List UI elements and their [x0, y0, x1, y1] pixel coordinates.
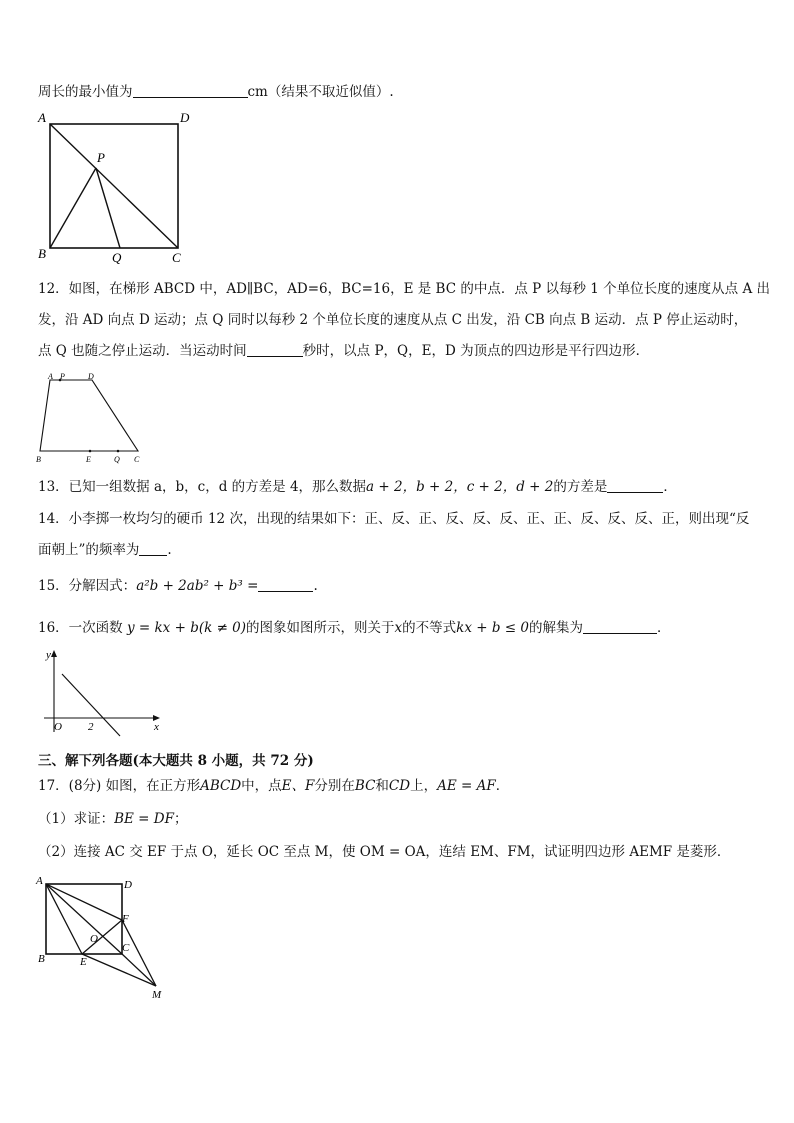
label-D: D	[88, 372, 94, 381]
q17-line-1: 17．(8分) 如图，在正方形ABCD中，点E、F分别在BC和CD上，AE = AF．	[38, 778, 510, 794]
q11-square-figure	[34, 112, 194, 267]
axis-label-x: x	[154, 721, 159, 733]
q17-part-2: （2）连接 AC 交 EF 于点 O，延长 OC 至点 M，使 OM = OA，连结 EM、FM，试证明四边形 AEMF 是菱形．	[38, 844, 731, 860]
axis-label-y: y	[46, 649, 51, 661]
label-B: B	[36, 455, 41, 464]
label-M: M	[152, 989, 162, 1001]
q15-line: 15．分解因式：a²b + 2ab² + b³ = .	[38, 578, 318, 594]
label-D: D	[180, 110, 190, 125]
label-B: B	[38, 953, 45, 965]
q14-line-1: 14．小李掷一枚均匀的硬币 12 次，出现的结果如下：正、反、正、反、反、反、正、正、反、反、反、正，则出现“反	[38, 511, 750, 527]
q12-trapezoid-figure	[34, 372, 149, 464]
q16-graph-figure	[40, 648, 168, 740]
label-A: A	[48, 372, 53, 381]
answer-blank	[133, 83, 248, 98]
label-D: D	[124, 879, 132, 891]
section-title: 三、解下列各题(本大题共 8 小题，共 72 分)	[38, 753, 314, 769]
q12-line-1: 12．如图，在梯形 ABCD 中，AD∥BC，AD=6，BC=16，E 是 BC 的中点．点 P 以每秒 1 个单位长度的速度从点 A 出	[38, 281, 771, 297]
q16-line: 16．一次函数 y = kx + b(k ≠ 0)的图象如图所示，则关于x的不等式kx + b ≤ 0的解集为 ．	[38, 620, 671, 636]
answer-blank	[583, 619, 657, 634]
label-A: A	[38, 110, 46, 125]
x-intercept-label: 2	[88, 721, 94, 733]
label-O: O	[90, 933, 98, 945]
label-C: C	[172, 250, 181, 265]
label-B: B	[38, 246, 46, 261]
origin-label: O	[54, 721, 62, 733]
label-A: A	[36, 875, 43, 887]
label-E: E	[86, 455, 91, 464]
label-Q: Q	[114, 455, 120, 464]
q11-answer-line: 周长的最小值为 cm（结果不取近似值）.	[38, 84, 394, 100]
label-E: E	[80, 956, 87, 968]
label-C: C	[122, 942, 130, 954]
answer-blank	[247, 342, 303, 357]
label-Q: Q	[112, 250, 122, 265]
q17-part-1: （1）求证：BE = DF；	[38, 811, 188, 827]
answer-blank	[139, 541, 167, 556]
label-P: P	[60, 372, 65, 381]
label-P: P	[97, 150, 105, 165]
label-F: F	[122, 913, 129, 925]
q12-line-2: 发，沿 AD 向点 D 运动；点 Q 同时以每秒 2 个单位长度的速度从点 C 出发，沿 CB 向点 B 运动．点 P 停止运动时，	[38, 312, 748, 328]
answer-blank	[607, 478, 663, 493]
q12-line-3: 点 Q 也随之停止运动．当运动时间 秒时，以点 P，Q，E，D 为顶点的四边形是平行四边形．	[38, 343, 650, 359]
q13-line: 13．已知一组数据 a，b，c，d 的方差是 4，那么数据a + 2，b + 2，c + 2，d + 2的方差是 ．	[38, 479, 677, 495]
label-C: C	[134, 455, 140, 464]
q17-square-figure	[34, 872, 174, 1007]
answer-blank	[258, 577, 313, 592]
q14-line-2: 面朝上”的频率为 .	[38, 542, 172, 558]
